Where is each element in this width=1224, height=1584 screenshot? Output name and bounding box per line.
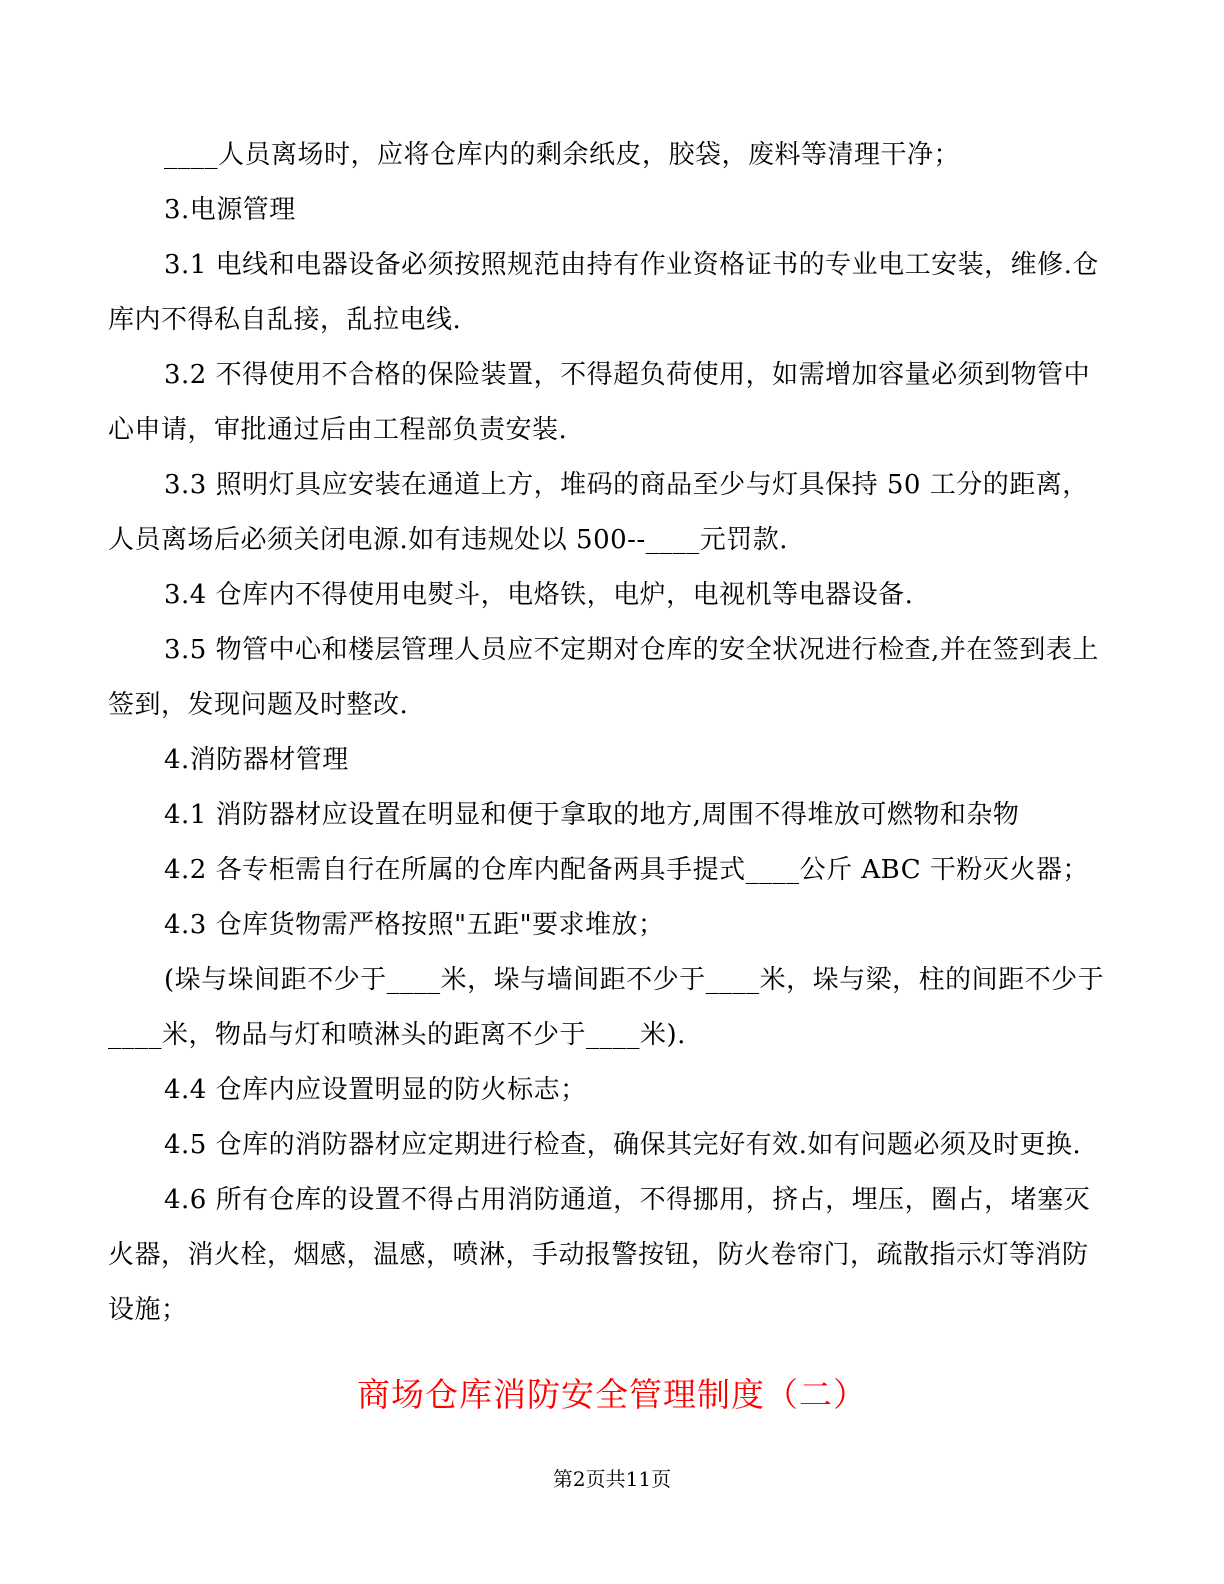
paragraph-4-6: 4.6 所有仓库的设置不得占用消防通道，不得挪用，挤占，埋压，圈占，堵塞灭火器，消火栓，烟感，温感，喷淋，手动报警按钮，防火卷帘门，疏散指示灯等消防设施； — [108, 1185, 1091, 1325]
paragraph-3-2: 3.2 不得使用不合格的保险装置，不得超负荷使用，如需增加容量必须到物管中心申请，审批通过后由工程部负责安装. — [108, 360, 1091, 445]
paragraph-five-distances: (垛与垛间距不少于____米，垛与墙间距不少于____米，垛与梁，柱的间距不少于____米，物品与灯和喷淋头的距离不少于____米). — [108, 965, 1105, 1050]
heading-power-management: 3.电源管理 — [164, 195, 296, 225]
paragraph-cleanup: ____人员离场时，应将仓库内的剩余纸皮，胶袋，废料等清理干净； — [164, 140, 961, 170]
paragraph-4-3: 4.3 仓库货物需严格按照"五距"要求堆放； — [164, 910, 665, 940]
heading-fire-equipment: 4.消防器材管理 — [164, 745, 349, 775]
paragraph-4-4: 4.4 仓库内应设置明显的防火标志； — [164, 1075, 587, 1105]
paragraph-4-2: 4.2 各专柜需自行在所属的仓库内配备两具手提式____公斤 ABC 干粉灭火器； — [164, 855, 1089, 885]
paragraph-3-5: 3.5 物管中心和楼层管理人员应不定期对仓库的安全状况进行检查,并在签到表上签到，发现问题及时整改. — [108, 635, 1099, 720]
page-number: 第2页共11页 — [552, 1467, 672, 1491]
paragraph-3-3: 3.3 照明灯具应安装在通道上方，堆码的商品至少与灯具保持 50 工分的距离，人员离场后必须关闭电源.如有违规处以 500--____元罚款. — [108, 470, 1089, 555]
paragraph-3-1: 3.1 电线和电器设备必须按照规范由持有作业资格证书的专业电工安装，维修.仓库内不得私自乱接，乱拉电线. — [108, 250, 1099, 335]
paragraph-4-1: 4.1 消防器材应设置在明显和便于拿取的地方,周围不得堆放可燃物和杂物 — [164, 800, 1020, 830]
paragraph-3-4: 3.4 仓库内不得使用电熨斗，电烙铁，电炉，电视机等电器设备. — [164, 580, 914, 610]
paragraph-4-5: 4.5 仓库的消防器材应定期进行检查，确保其完好有效.如有问题必须及时更换. — [164, 1130, 1082, 1160]
document-body — [108, 128, 1108, 1338]
section-title: 商场仓库消防安全管理制度（二） — [357, 1375, 867, 1414]
